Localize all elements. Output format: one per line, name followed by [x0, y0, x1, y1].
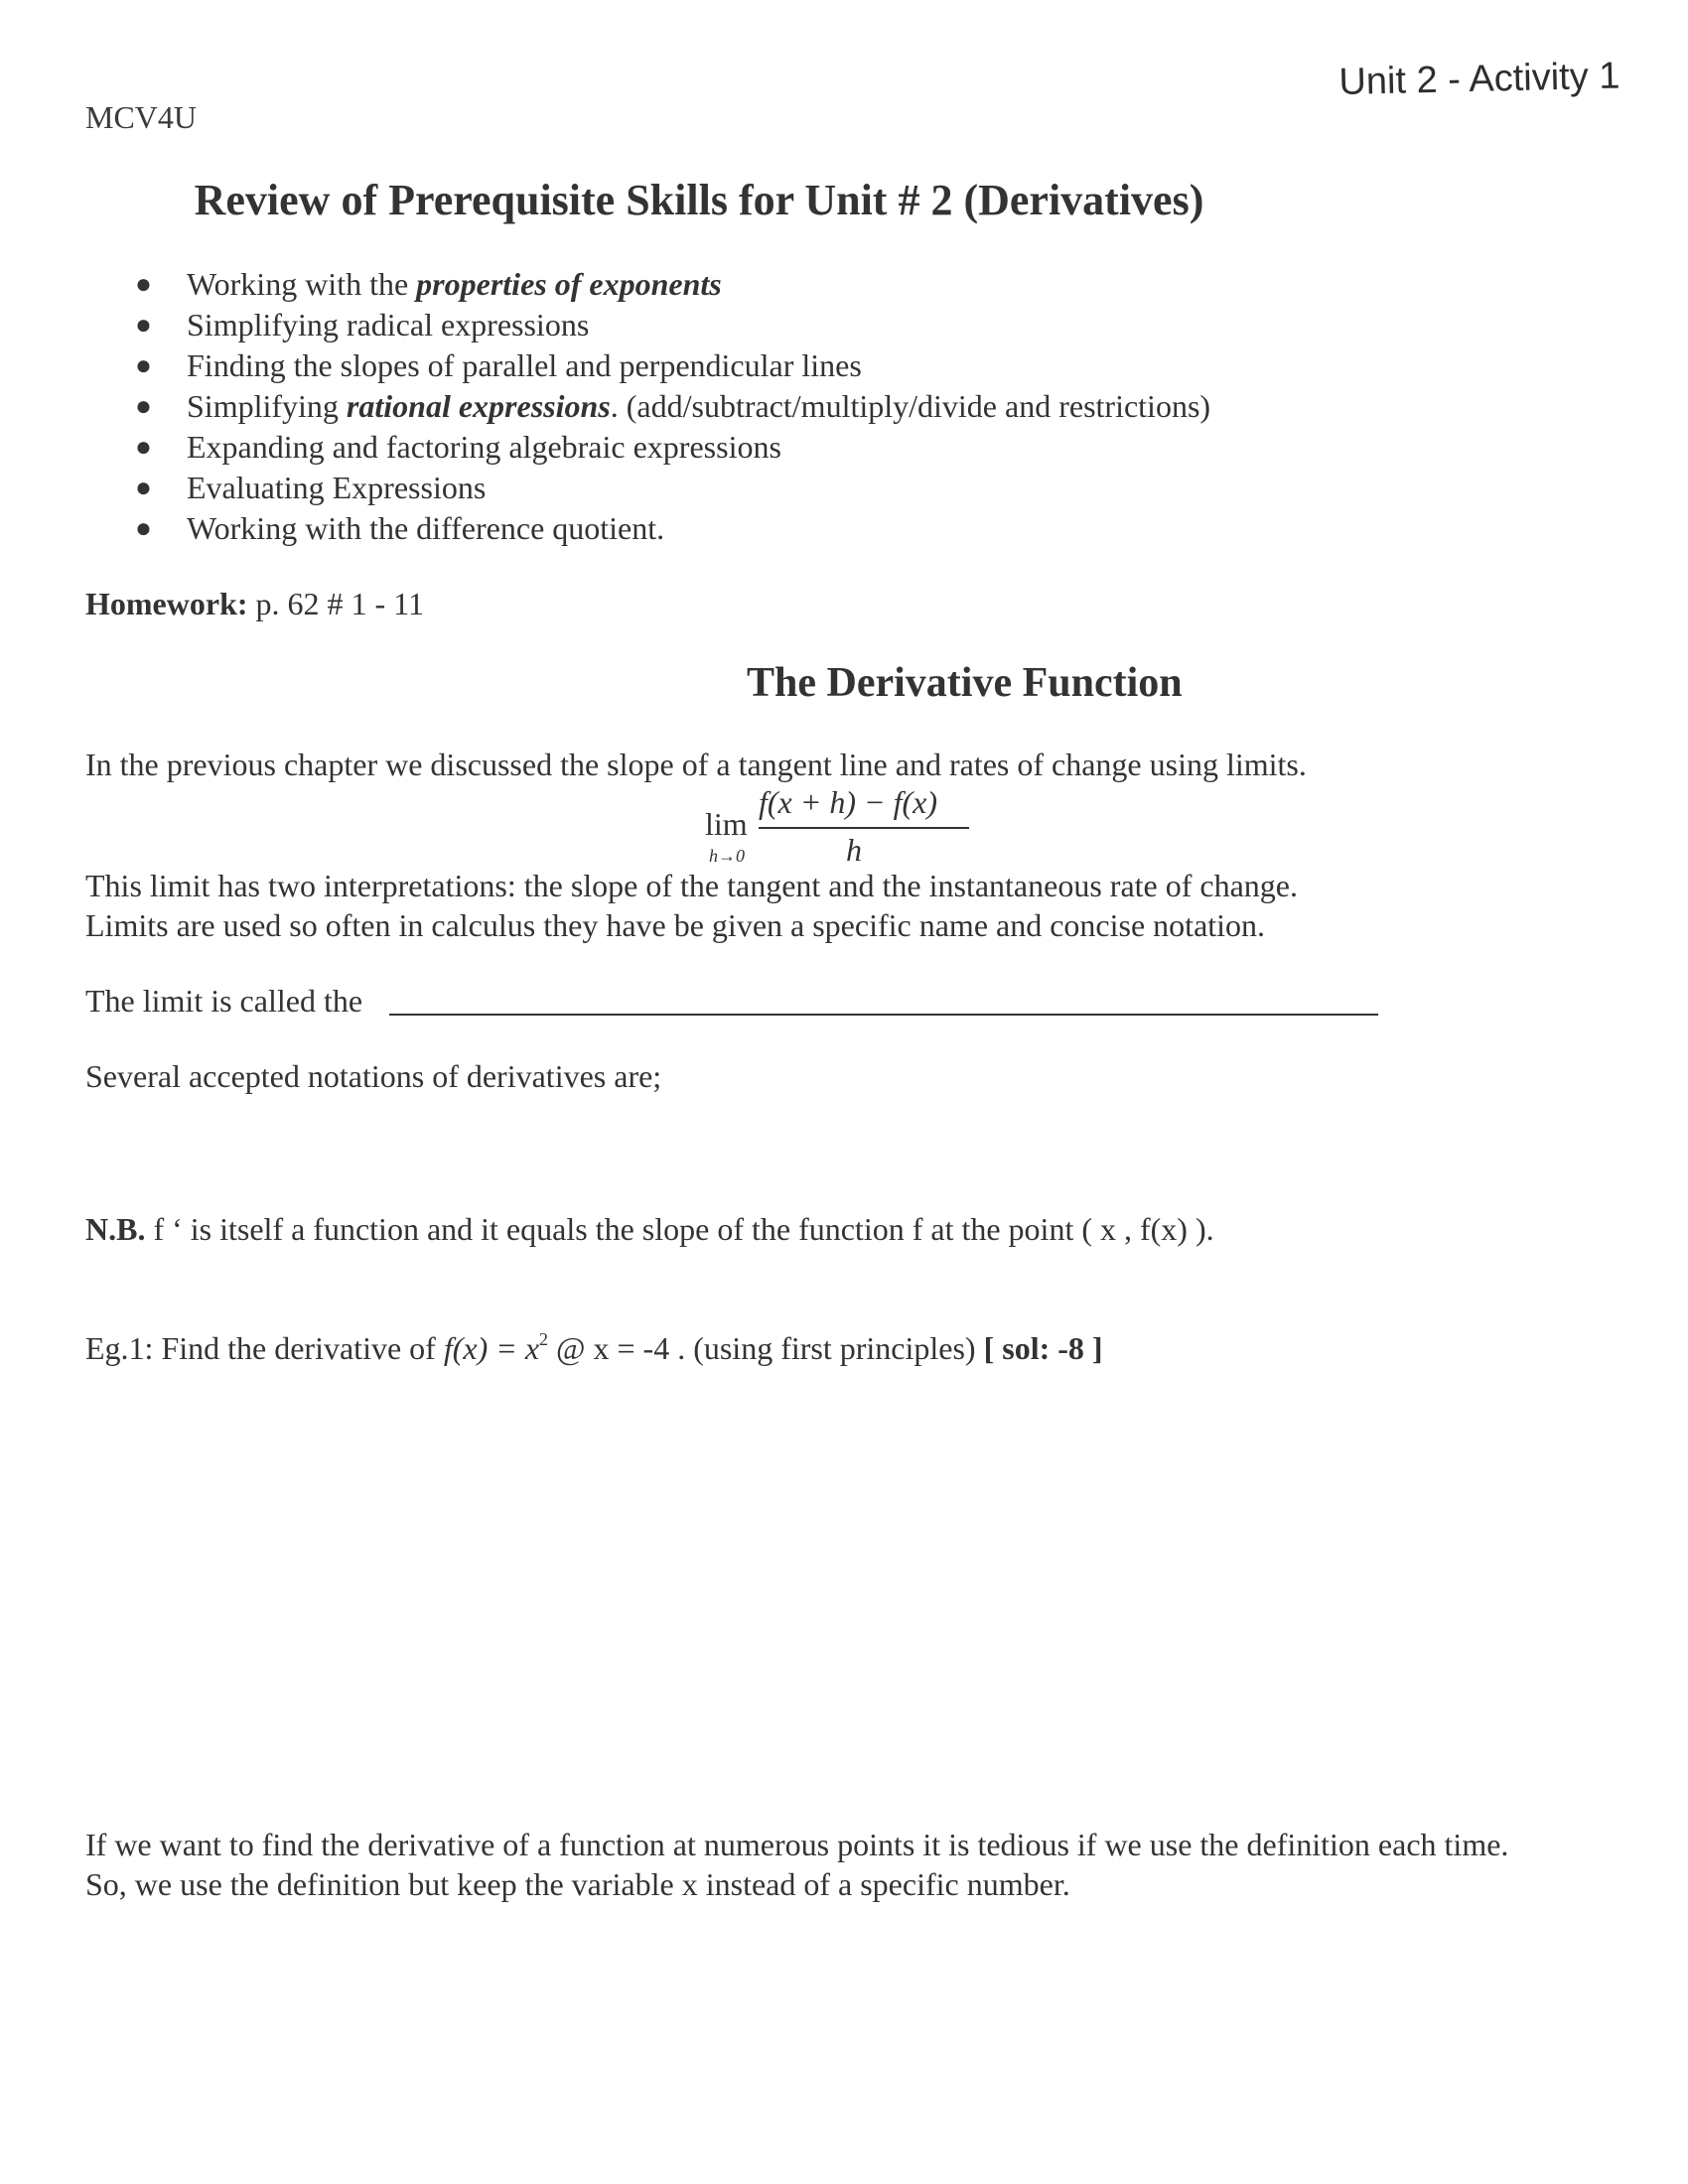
skill-text: Working with the — [187, 266, 417, 302]
example-solution: [ sol: -8 ] — [983, 1330, 1103, 1366]
homework-text: p. 62 # 1 - 11 — [247, 586, 424, 621]
skill-text: Expanding and factoring algebraic expressions — [187, 429, 781, 465]
bullet-icon: ● — [135, 432, 152, 463]
limit-called-prompt: The limit is called the — [85, 983, 363, 1019]
homework-line — [85, 586, 424, 622]
list-item — [135, 427, 1210, 468]
example-label: Eg.1: Find the derivative of — [85, 1330, 444, 1366]
list-item — [135, 386, 1210, 427]
bullet-icon: ● — [135, 513, 152, 544]
list-item — [135, 305, 1210, 345]
bullet-icon: ● — [135, 269, 152, 300]
list-item — [135, 508, 1210, 549]
nb-label: N.B. — [85, 1211, 146, 1247]
fraction-numerator: f(x + h) − f(x) — [759, 784, 937, 820]
nb-text: f ‘ is itself a function and it equals the slope of the function f at the point ( x , f(x) ). — [145, 1211, 1214, 1247]
example-instruction: @ x = -4 . (using first principles) — [548, 1330, 984, 1366]
difference-quotient-limit — [701, 784, 969, 872]
example-exponent: 2 — [539, 1329, 549, 1349]
bullet-icon: ● — [135, 310, 152, 341]
fraction-bar — [759, 827, 969, 829]
skill-emphasis: rational expressions — [346, 388, 611, 424]
review-title-row — [0, 175, 1688, 225]
bullet-icon: ● — [135, 350, 152, 381]
skill-emphasis: properties of exponents — [416, 266, 722, 302]
bullet-icon: ● — [135, 391, 152, 422]
nota-bene — [85, 1211, 1214, 1248]
prerequisite-skills-list — [135, 264, 1210, 549]
course-code: MCV4U — [85, 99, 198, 135]
lim-subscript: h→0 — [709, 846, 745, 866]
skill-text-after: . (add/subtract/multiply/divide and restrictions) — [610, 388, 1211, 424]
skill-text: Simplifying radical expressions — [187, 307, 590, 342]
derivative-function-title: The Derivative Function — [747, 660, 1183, 706]
unit-activity-label: Unit 2 - Activity 1 — [1338, 55, 1620, 103]
bullet-icon: ● — [135, 473, 152, 503]
list-item — [135, 468, 1210, 508]
fill-in-blank-line — [389, 1014, 1378, 1016]
intro-paragraph: In the previous chapter we discussed the slope of a tangent line and rates of change using limits. — [85, 747, 1307, 782]
closing-line-2: So, we use the definition but keep the variable x instead of a specific number. — [85, 1866, 1070, 1902]
example-1 — [85, 1330, 1103, 1367]
interpretation-line-2: Limits are used so often in calculus they have be given a specific name and concise notation. — [85, 907, 1266, 943]
list-item — [135, 264, 1210, 305]
example-function: f(x) = x — [443, 1330, 540, 1366]
skill-text: Evaluating Expressions — [187, 470, 487, 505]
list-item — [135, 345, 1210, 386]
skill-text: Simplifying — [187, 388, 347, 424]
fraction-denominator: h — [846, 832, 862, 868]
closing-line-1: If we want to find the derivative of a function at numerous points it is tedious if we use the definition each time. — [85, 1827, 1509, 1862]
skill-text: Finding the slopes of parallel and perpendicular lines — [187, 347, 862, 383]
lim-operator: lim — [705, 806, 748, 842]
interpretation-line-1: This limit has two interpretations: the slope of the tangent and the instantaneous rate of change. — [85, 868, 1298, 903]
notations-prompt: Several accepted notations of derivatives are; — [85, 1058, 662, 1094]
review-title: Review of Prerequisite Skills for Unit # 2 (Derivatives) — [194, 176, 1204, 224]
skill-text: Working with the difference quotient. — [187, 510, 665, 546]
homework-label: Homework: — [85, 586, 248, 621]
